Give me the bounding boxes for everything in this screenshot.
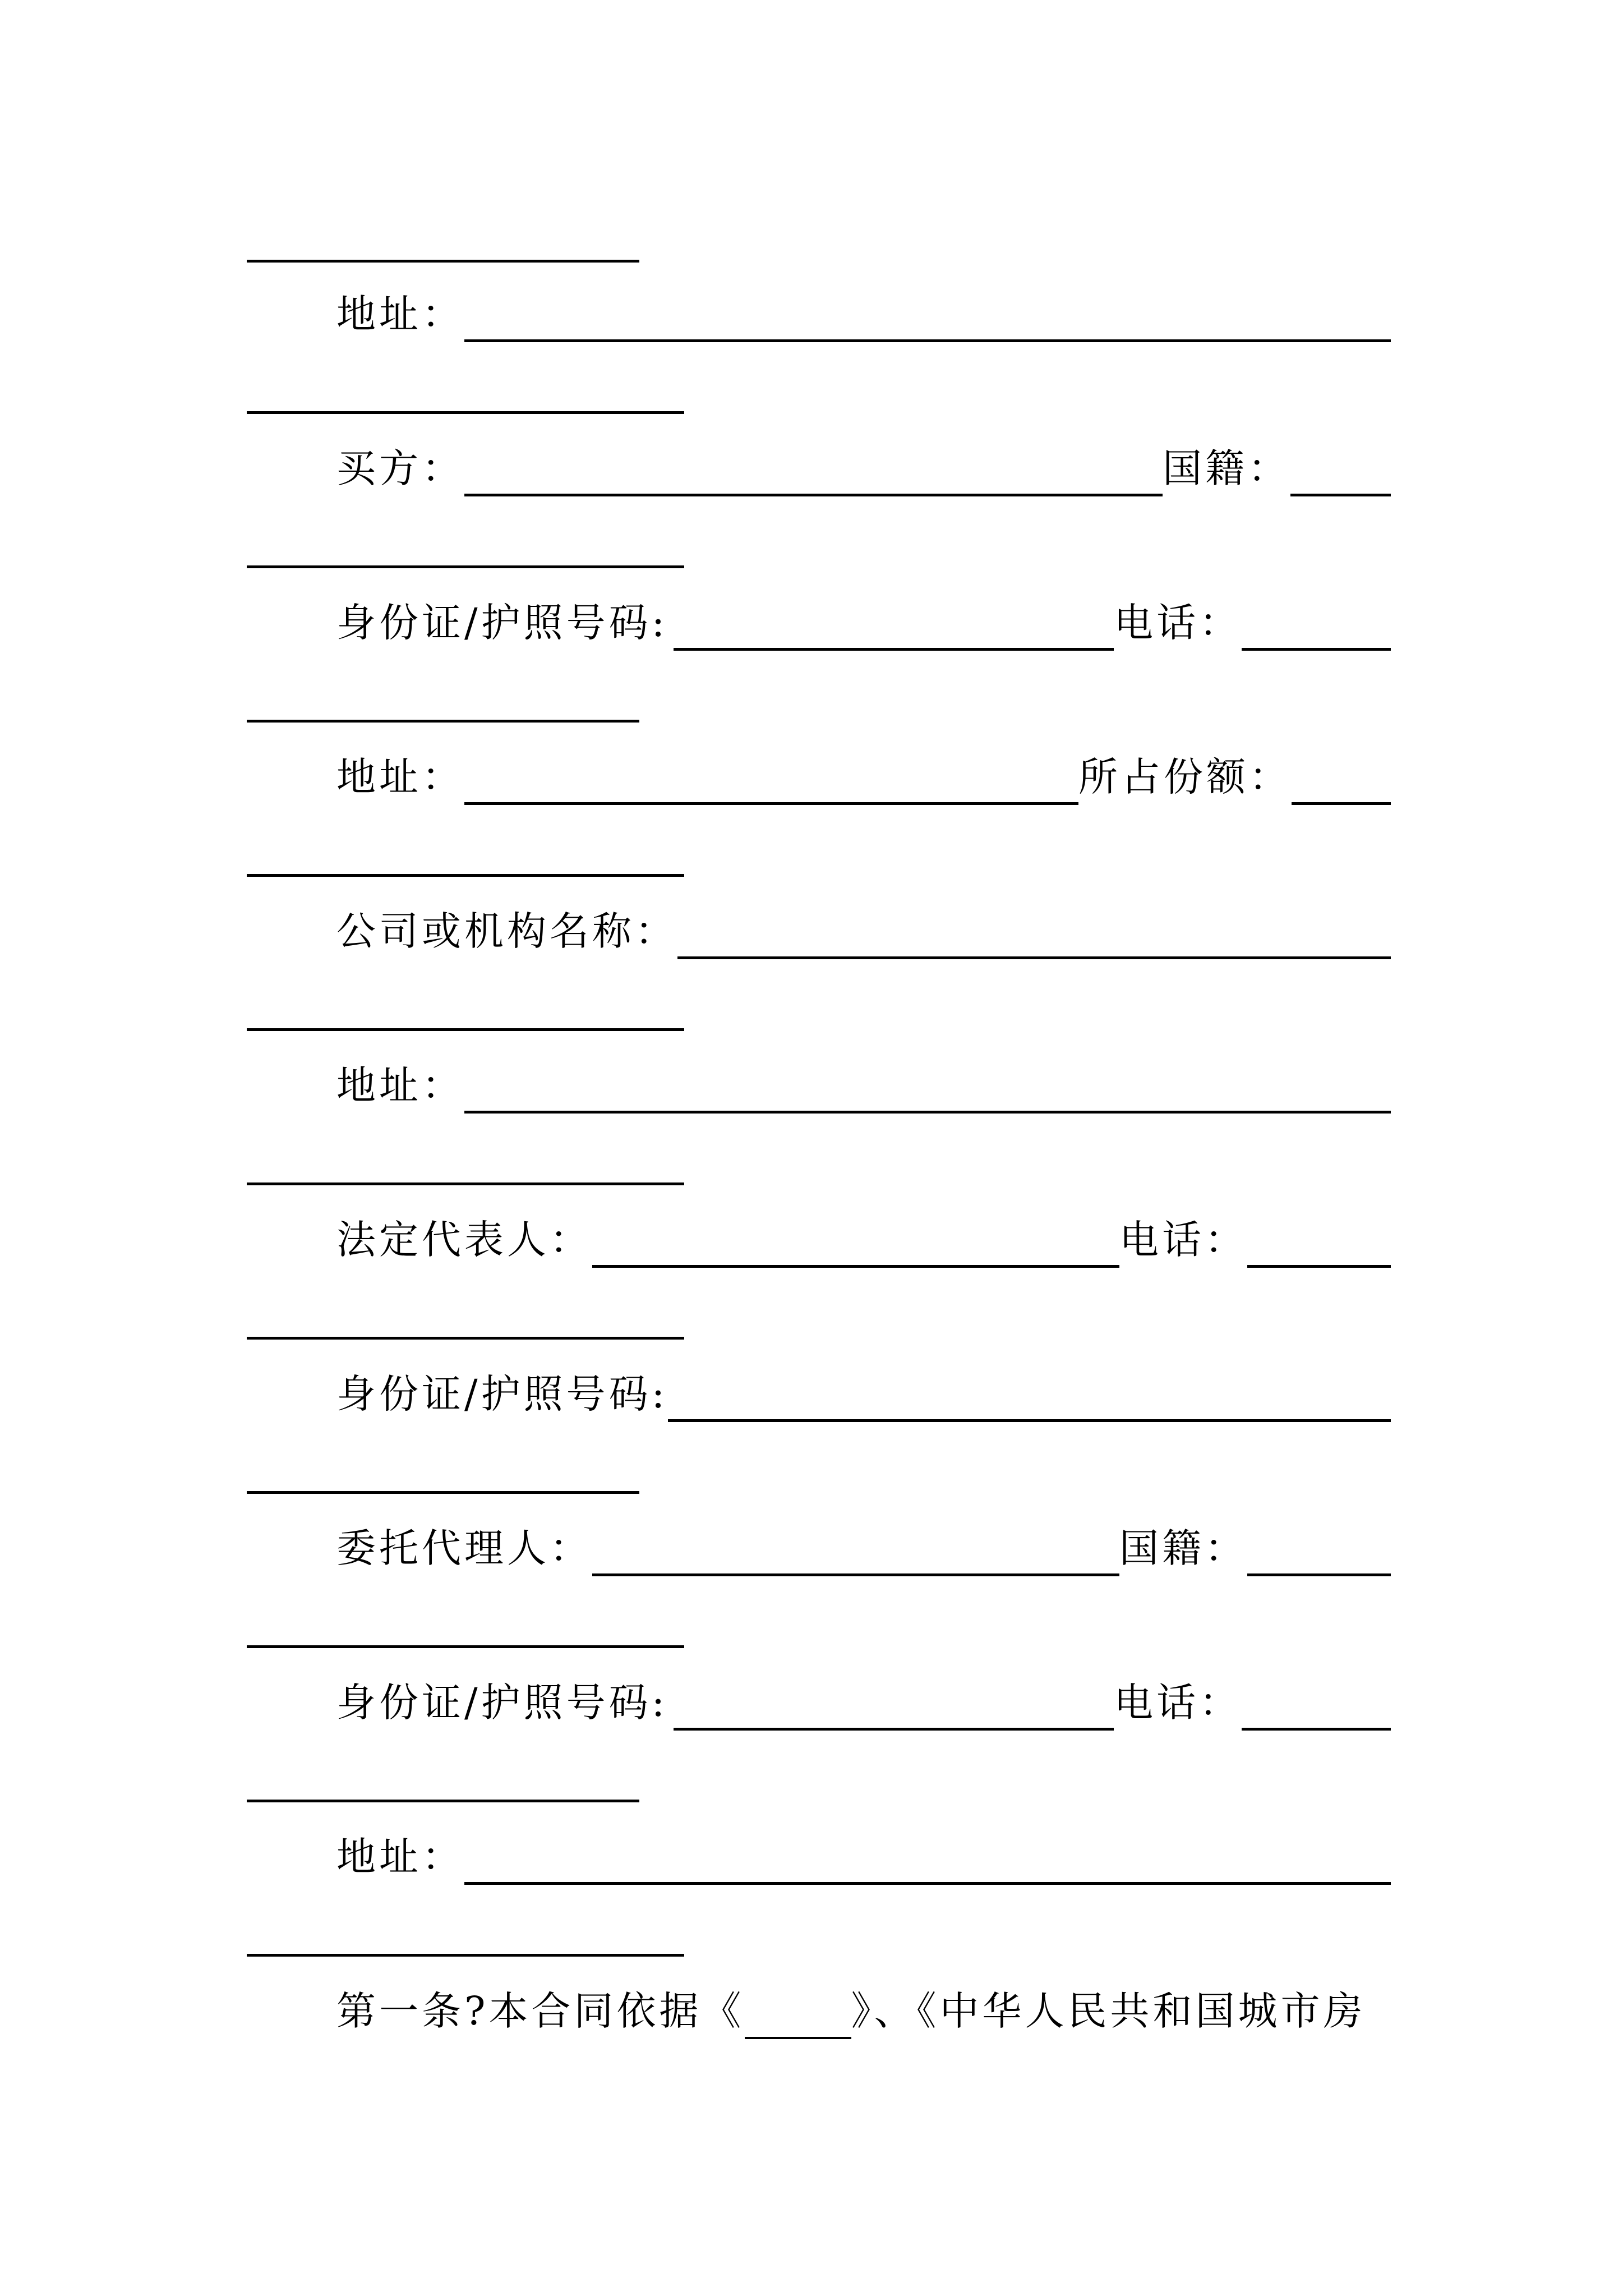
continuation-line [247,720,639,723]
legal-rep-row [336,1212,1391,1268]
nationality-label: 国籍： [1163,445,1290,491]
address-label: 地址： [336,754,464,800]
continuation-line [247,1182,684,1185]
company-label: 公司或机构名称： [336,908,677,954]
share-label: 所占份额： [1078,754,1292,800]
buyer-label: 买方： [336,445,464,491]
nationality-field[interactable] [1290,440,1391,496]
continuation-line [247,411,684,414]
buyer-row [336,440,1391,496]
legal-rep-id-row [336,1366,1391,1422]
continuation-line [247,1645,684,1648]
address-field[interactable] [464,749,1078,805]
agent-name-field[interactable] [592,1520,1119,1576]
address-field[interactable] [464,1057,1391,1114]
continuation-line [247,1337,684,1340]
continuation-line [247,260,639,263]
phone-field[interactable] [1247,1212,1391,1268]
id-number-field[interactable] [668,1366,1391,1422]
phone-label: 电话： [1114,600,1242,646]
article-1-suffix: 》、《中华人民共和国城市房 [851,1988,1366,2034]
address-label: 地址： [336,1834,464,1880]
address-label: 地址： [336,1062,464,1108]
address-share-row [336,749,1391,805]
continuation-line [247,565,684,568]
nationality-label: 国籍： [1119,1525,1247,1571]
article-1-prefix: 第一条?本合同依据《 [336,1988,745,2034]
company-address-row [336,1057,1391,1114]
address-field[interactable] [464,1829,1391,1885]
continuation-line [247,1028,684,1031]
continuation-line [247,874,684,877]
company-row [336,903,1391,959]
agent-label: 委托代理人： [336,1525,592,1571]
id-label: 身份证/护照号码: [336,1371,668,1417]
continuation-line [247,1491,639,1494]
id-label: 身份证/护照号码: [336,1680,668,1726]
continuation-line [247,1800,639,1802]
id-number-field[interactable] [674,595,1114,651]
phone-label: 电话： [1119,1217,1247,1263]
agent-id-phone-row [336,1674,1391,1731]
agent-address-row [336,1829,1391,1885]
buyer-name-field[interactable] [464,440,1163,496]
legal-rep-label: 法定代表人： [336,1217,592,1263]
continuation-line [247,1954,684,1957]
article-1-line [336,1983,1391,2039]
phone-field[interactable] [1242,595,1391,651]
phone-label: 电话： [1114,1680,1242,1726]
agent-row [336,1520,1391,1576]
address-field[interactable] [464,286,1391,342]
phone-field[interactable] [1242,1674,1391,1731]
id-phone-row [336,595,1391,651]
id-number-field[interactable] [674,1674,1114,1731]
address-label: 地址： [336,291,464,337]
nationality-field[interactable] [1247,1520,1391,1576]
seller-address-row [336,286,1391,342]
law-name-blank[interactable] [745,2005,851,2039]
company-name-field[interactable] [677,903,1391,959]
legal-rep-field[interactable] [592,1212,1119,1268]
id-label: 身份证/护照号码: [336,600,668,646]
share-field[interactable] [1292,749,1391,805]
